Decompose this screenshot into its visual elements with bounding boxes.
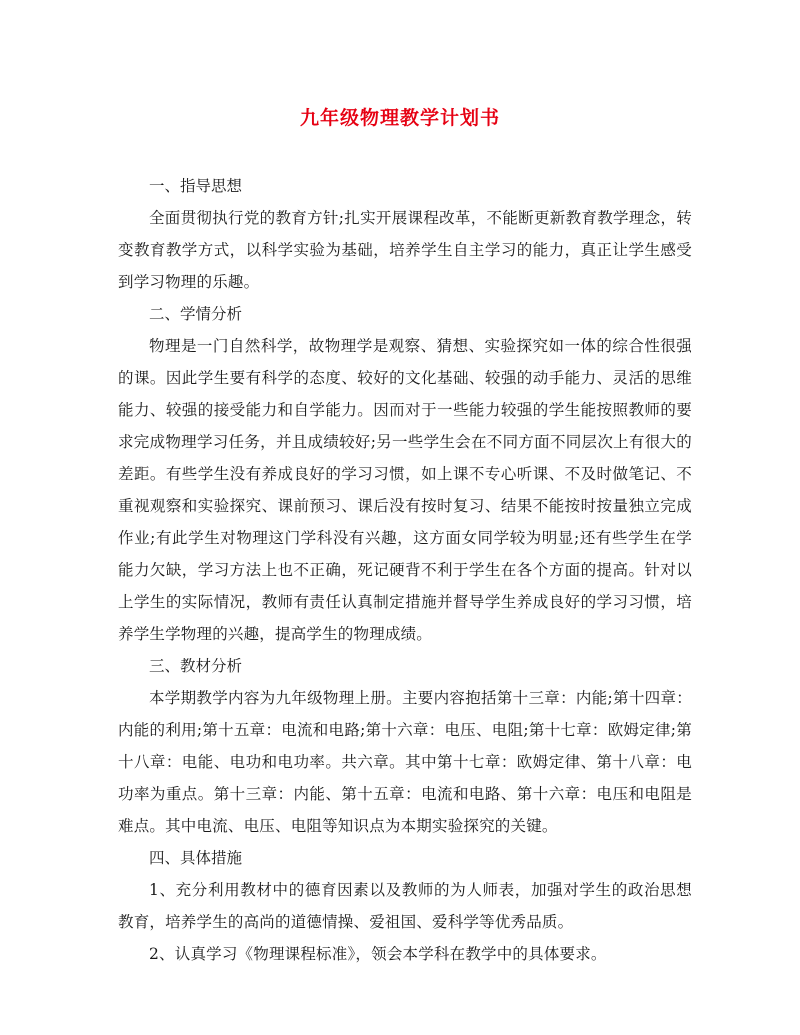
section-heading: 四、具体措施 — [149, 849, 243, 867]
document-body — [118, 170, 692, 970]
paragraph: 1、充分利用教材中的德育因素以及教师的为人师表，加强对学生的政治思想教育，培养学生的高尚的道德情操、爱祖国、爱科学等优秀品质。 — [118, 881, 692, 931]
section-heading: 三、教材分析 — [149, 657, 243, 675]
paragraph: 物理是一门自然科学，故物理学是观察、猜想、实验探究如一体的综合性很强的课。因此学生要有科学的态度、较好的文化基础、较强的动手能力、灵活的思维能力、较强的接受能力和自学能力。因而对于一些能力较强的学生能按照教师的要求完成物理学习任务，并且成绩较好;另一些学生会在不同方面不同层次上有很大的差距。有些学生没有养成良好的学习习惯，如上课不专心听课、不及时做笔记、不重视观察和实验探究、课前预习、课后没有按时复习、结果不能按时按量独立完成作业;有此学生对物理这门学科没有兴趣，这方面女同学较为明显;还有些学生在学能力欠缺，学习方法上也不正确，死记硬背不利于学生在各个方面的提高。针对以上学生的实际情况，教师有责任认真制定措施并督导学生养成良好的学习习惯，培养学生学物理的兴趣，提高学生的物理成绩。 — [118, 337, 692, 643]
page-title: 九年级物理教学计划书 — [299, 107, 500, 129]
section-heading: 一、指导思想 — [149, 177, 243, 195]
section-heading: 二、学情分析 — [149, 305, 243, 323]
paragraph: 2、认真学习《物理课程标准》，领会本学科在教学中的具体要求。 — [149, 945, 607, 963]
paragraph: 全面贯彻执行党的教育方针;扎实开展课程改革，不能断更新教育教学理念，转变教育教学方式，以科学实验为基础，培养学生自主学习的能力，真正让学生感受到学习物理的乐趣。 — [118, 209, 692, 291]
paragraph: 本学期教学内容为九年级物理上册。主要内容抱括第十三章：内能;第十四章：内能的利用;第十五章：电流和电路;第十六章：电压、电阻;第十七章：欧姆定律;第十八章：电能、电功和电功率。共六章。其中第十七章：欧姆定律、第十八章：电功率为重点。第十三章：内能、第十五章：电流和电路、第十六章：电压和电阻是难点。其中电流、电压、电阻等知识点为本期实验探究的关键。 — [118, 689, 692, 835]
